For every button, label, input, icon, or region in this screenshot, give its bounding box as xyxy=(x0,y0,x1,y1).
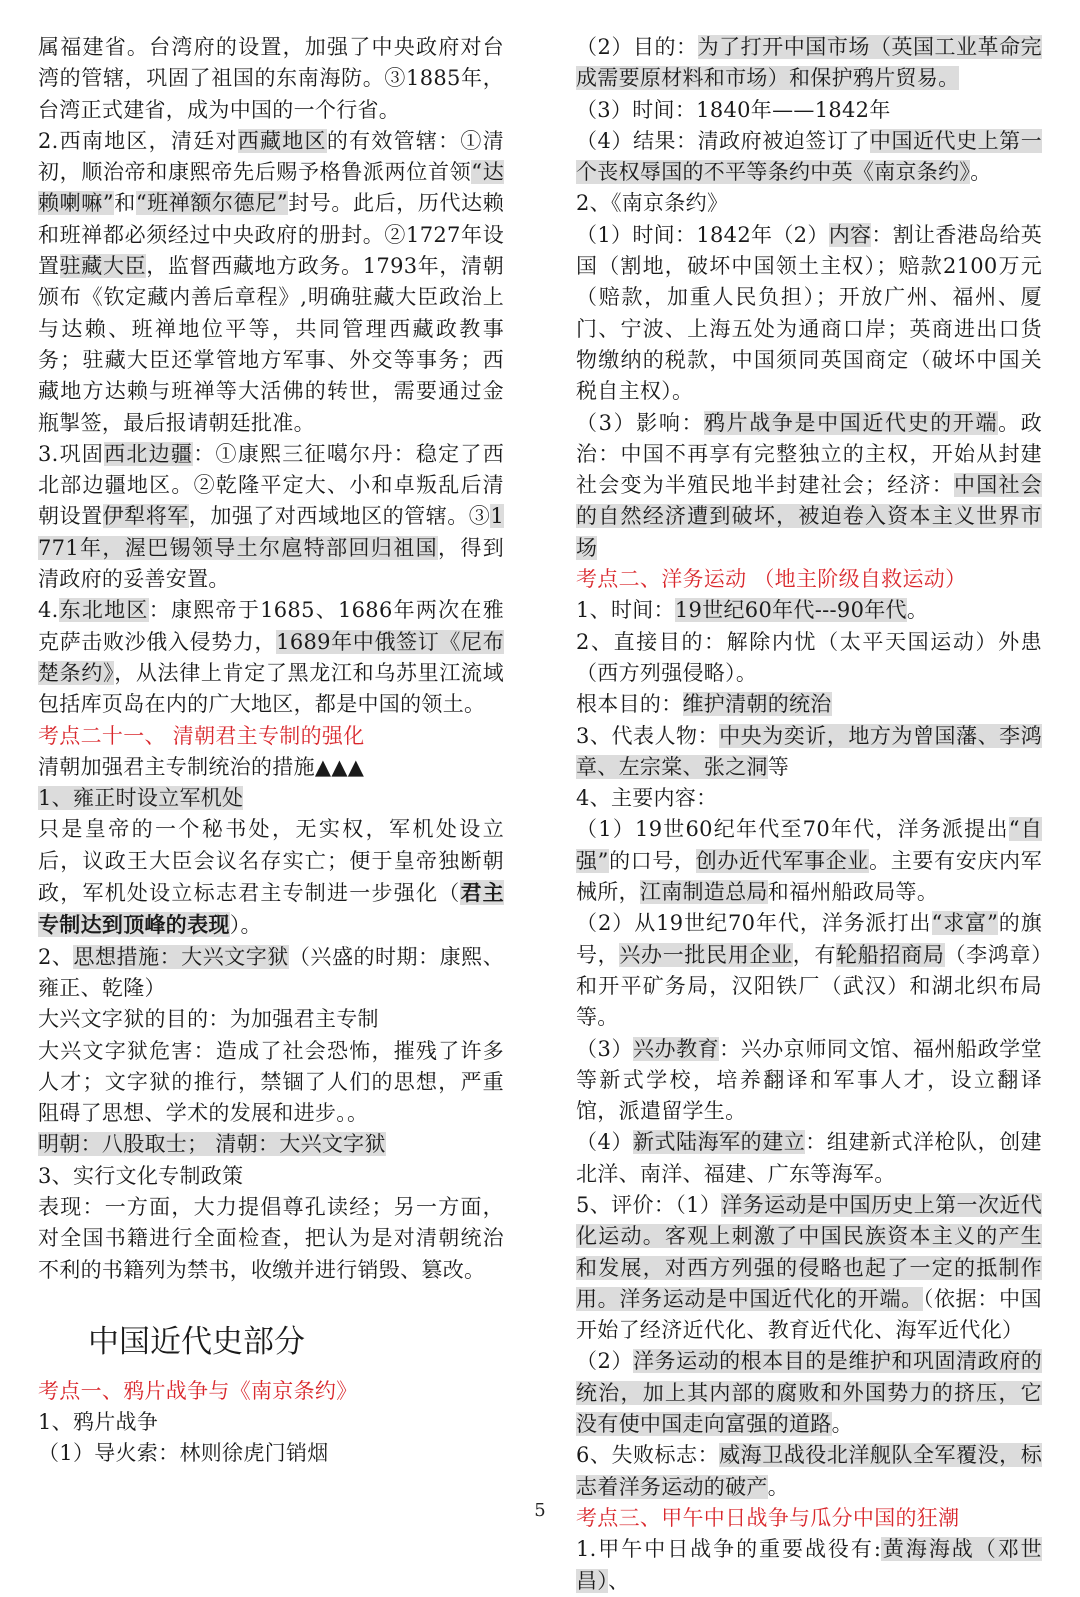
text: （李鸿章）和开平矿务局，汉阳铁厂（武汉）和湖北织布局等。 xyxy=(576,942,1042,1030)
item-title: 2、《南京条约》 xyxy=(576,191,729,216)
text: 。政治：中国不再享有完整独立的主权，开始从封建社会变为半殖民地半封建社会；经济： xyxy=(576,410,1042,498)
highlight: 内容 xyxy=(828,222,872,247)
highlight: 轮船招商局 xyxy=(836,942,945,967)
paragraph: （3）时间：1840年——1842年 xyxy=(576,97,891,122)
paragraph xyxy=(38,439,504,595)
paragraph xyxy=(576,595,1042,626)
highlight: 维护清朝的统治 xyxy=(682,692,832,717)
text: ，得到清政府的妥善安置。 xyxy=(38,535,505,592)
section-heading: 考点二、洋务运动 （地主阶级自救运动） xyxy=(576,567,967,592)
text: （2）从19世纪70年代，洋务派打出 xyxy=(576,911,932,936)
text: ：①康熙三征噶尔丹：稳定了西北部边疆地区。②乾隆平定大、小和卓叛乱后清朝设置 xyxy=(38,441,504,529)
highlight: 东北地区 xyxy=(58,598,149,623)
text: ）。 xyxy=(229,913,262,938)
comparison-line xyxy=(38,1129,504,1160)
text: ，从法律上肯定了黑龙江和乌苏里江流域包括库页岛在内的广大地区，都是中国的领土。 xyxy=(38,660,504,717)
paragraph xyxy=(576,908,1042,1033)
highlight: 鸦片战争是中国近代史的开端 xyxy=(704,410,999,435)
text: （1）19世60纪年代至70年代，洋务派提出 xyxy=(576,817,1009,842)
text: （4）结果：清政府被迫签订了 xyxy=(576,128,870,153)
highlight: 新式陆海军的建立 xyxy=(632,1130,806,1155)
text: 2、 xyxy=(38,944,74,969)
paragraph xyxy=(38,942,504,1005)
highlight: 驻藏大臣 xyxy=(59,254,147,279)
highlight: 1771年，渥巴锡领导土尔扈特部回归祖国 xyxy=(38,504,504,560)
paragraph: 大兴文字狱的目的：为加强君主专制 xyxy=(38,1007,379,1032)
highlight: “自强” xyxy=(576,817,1042,873)
paragraph: （1）导火索：林则徐虎门销烟 xyxy=(38,1441,329,1466)
paragraph: 2、直接目的：解除内忧（太平天国运动）外患（西方列强侵略）。 xyxy=(576,629,1042,685)
text: 、 xyxy=(608,1568,630,1593)
right-column xyxy=(576,32,1042,1597)
paragraph xyxy=(576,1127,1042,1190)
paragraph xyxy=(576,126,1042,189)
text: （2）目的： xyxy=(576,35,698,59)
highlight: 中国社会的自然经济遭到破坏，被迫卷入资本主义世界市场 xyxy=(576,473,1042,560)
paragraph: 大兴文字狱危害：造成了社会恐怖，摧残了许多人才；文字狱的推行，禁锢了人们的思想，严重阻碍了思想、学术的发展和进步。。 xyxy=(38,1038,504,1126)
highlight: “班禅额尔德尼” xyxy=(135,191,288,216)
paragraph xyxy=(576,32,1042,95)
paragraph xyxy=(38,595,504,720)
paragraph: 表现：一方面，大力提倡尊孔读经；另一方面，对全国书籍进行全面检查，把认为是对清朝统治不利的书籍列为禁书，收缴并进行销毁、篡改。 xyxy=(38,1194,504,1282)
highlight: 西北边疆 xyxy=(104,441,194,466)
text: 的有效管辖：①清初，顺治帝和康熙帝先后赐予格鲁派两位首领 xyxy=(38,128,504,185)
paragraph xyxy=(576,1440,1042,1503)
text: ，有 xyxy=(792,942,837,967)
highlight: 19世纪60年代---90年代 xyxy=(674,598,907,623)
paragraph xyxy=(38,32,504,126)
text: （1）时间：1842年（2） xyxy=(576,222,829,247)
paragraph xyxy=(576,721,1042,784)
text: 3.巩固 xyxy=(38,441,105,466)
item-title xyxy=(38,783,504,814)
text: 。 xyxy=(970,160,992,185)
highlight: “求富” xyxy=(931,911,999,936)
text: 封号。此后，历代达赖和班禅都必须经过中央政府的册封。②1727年设置 xyxy=(38,191,504,279)
text: 1.甲午中日战争的重要战役有: xyxy=(576,1537,882,1562)
item-title: 4、主要内容： xyxy=(576,786,718,811)
text: 只是皇帝的一个秘书处，无实权，军机处设立后，议政王大臣会议名存实亡；便于皇帝独断朝政，军机处设立标志君主专制进一步强化（ xyxy=(38,817,504,906)
text: 。 xyxy=(767,1474,790,1499)
text: 等 xyxy=(767,754,790,779)
text: （3）影响： xyxy=(576,410,705,435)
text: 5、评价：（1） xyxy=(576,1192,722,1217)
highlight: 洋务运动是中国历史上第一次近代化运动。客观上刺激了中国民族资本主义的产生和发展，对西方列强的侵略也起了一定的抵制作用。洋务运动是中国近代化的开端。 xyxy=(576,1192,1043,1311)
paragraph xyxy=(576,1034,1042,1128)
left-column xyxy=(38,32,504,1470)
text: 的旗号， xyxy=(576,911,1043,967)
text: （3） xyxy=(576,1036,633,1061)
text: ：割让香港岛给英国（割地，破坏中国领土主权）；赔款2100万元（赔款，加重人民负担）；开放广州、福州、厦门、宁波、上海五处为通商口岸；英商进出口货物缴纳的税款，中国须同英国商定（破坏中国关税自主权）。 xyxy=(576,222,1042,404)
highlight: 为了打开中国市场（英国工业革命完成需要原材料和市场）和保护鸦片贸易。 xyxy=(576,35,1042,91)
highlight: 1689年中俄签订《尼布楚条约》 xyxy=(38,629,504,685)
text: （依据：中国开始了经济近代化、教育近代化、海军近代化） xyxy=(576,1286,1042,1343)
section-heading: 考点一、鸦片战争与《南京条约》 xyxy=(38,1378,358,1403)
paragraph xyxy=(38,814,504,941)
highlight: 西藏地区 xyxy=(237,128,327,153)
text: 6、失败标志： xyxy=(576,1443,720,1468)
highlight: 兴办教育 xyxy=(632,1036,720,1061)
text: 和福州船政局等。 xyxy=(767,880,939,905)
text: 和 xyxy=(113,191,136,216)
text: ：兴办京师同文馆、福州船政学堂等新式学校，培养翻译和军事人才，设立翻译馆，派遣留学生。 xyxy=(576,1036,1043,1124)
item-title: 1、鸦片战争 xyxy=(38,1410,159,1435)
section-heading: 考点二十一、 清朝君主专制的强化 xyxy=(38,723,365,748)
highlight: 黄海海战（邓世昌） xyxy=(576,1537,1042,1593)
paragraph xyxy=(576,814,1042,908)
paragraph xyxy=(576,689,1042,720)
text: 1、时间： xyxy=(576,598,675,623)
highlight: 中央为奕䜣，地方为曾国藩、李鸿章、左宗棠、张之洞 xyxy=(576,723,1042,779)
text: ：组建新式洋枪队，创建北洋、南洋、福建、广东等海军。 xyxy=(576,1130,1042,1186)
section-heading: 考点三、甲午中日战争与瓜分中国的狂潮 xyxy=(576,1505,960,1530)
text: 。 xyxy=(906,598,929,623)
text: 。 xyxy=(831,1412,853,1437)
text: 属福建省。台湾府的设置，加强了中央政府对台湾的管辖，巩固了祖国的东南海防。③1885年，台湾正式建省，成为中国的一个行省。 xyxy=(38,35,504,122)
text: ，加强了对西域地区的管辖。③ xyxy=(188,504,491,529)
subheading: 清朝加强君主专制统治的措施▲▲▲ xyxy=(38,754,365,779)
highlight: 明朝：八股取士； 清朝：大兴文字狱 xyxy=(38,1132,386,1157)
highlight: 中国近代史上第一个丧权辱国的不平等条约中英《南京条约》 xyxy=(576,128,1042,185)
highlight: “达赖喇嘛” xyxy=(38,160,504,216)
paragraph xyxy=(576,408,1042,564)
paragraph xyxy=(576,220,1042,408)
text: 2.西南地区，清廷对 xyxy=(38,128,238,153)
text: ，监督西藏地方政务。1793年，清朝颁布《钦定藏内善后章程》,明确驻藏大臣政治上与达赖、班禅地位平等，共同管理西藏政教事务；驻藏大臣还掌管地方军事、外交等事务；西藏地方达赖与班禅等大活佛的转世，需要通过金瓶掣签，最后报请朝廷批准。 xyxy=(38,254,505,435)
highlight: 洋务运动的根本目的是维护和巩固清政府的统治，加上其内部的腐败和外国势力的挤压，它没有使中国走向富强的道路 xyxy=(576,1349,1042,1437)
highlight: 伊犁将军 xyxy=(102,504,189,529)
paragraph xyxy=(576,1190,1042,1346)
page-number: 5 xyxy=(534,1500,546,1521)
paragraph xyxy=(576,1346,1042,1440)
text: ：康熙帝于1685、1686年两次在雅克萨击败沙俄入侵势力， xyxy=(38,598,504,654)
item-title: 3、实行文化专制政策 xyxy=(38,1163,244,1188)
highlight: 江南制造总局 xyxy=(639,880,768,905)
text: 根本目的： xyxy=(576,692,683,717)
paragraph xyxy=(38,126,504,439)
text: 4. xyxy=(38,598,59,623)
highlight: 威海卫战役北洋舰队全军覆没，标志着洋务运动的破产 xyxy=(576,1443,1042,1499)
highlight: 1、雍正时设立军机处 xyxy=(38,786,244,811)
text: （兴盛的时期：康熙、雍正、乾隆） xyxy=(38,944,505,1000)
highlight: 创办近代军事企业 xyxy=(695,848,870,873)
part-title: 中国近代史部分 xyxy=(88,1323,305,1360)
highlight: 思想措施：大兴文字狱 xyxy=(73,944,289,969)
text: 3、代表人物： xyxy=(576,723,720,748)
text: 。主要有安庆内军械所， xyxy=(576,848,1042,905)
text: （2） xyxy=(576,1349,633,1374)
paragraph xyxy=(576,1534,1042,1597)
highlight: 兴办一批民用企业 xyxy=(619,942,793,967)
text: （4） xyxy=(576,1130,633,1155)
highlight: 君主专制达到顶峰的表现 xyxy=(38,880,504,938)
text: 的口号， xyxy=(608,848,696,873)
